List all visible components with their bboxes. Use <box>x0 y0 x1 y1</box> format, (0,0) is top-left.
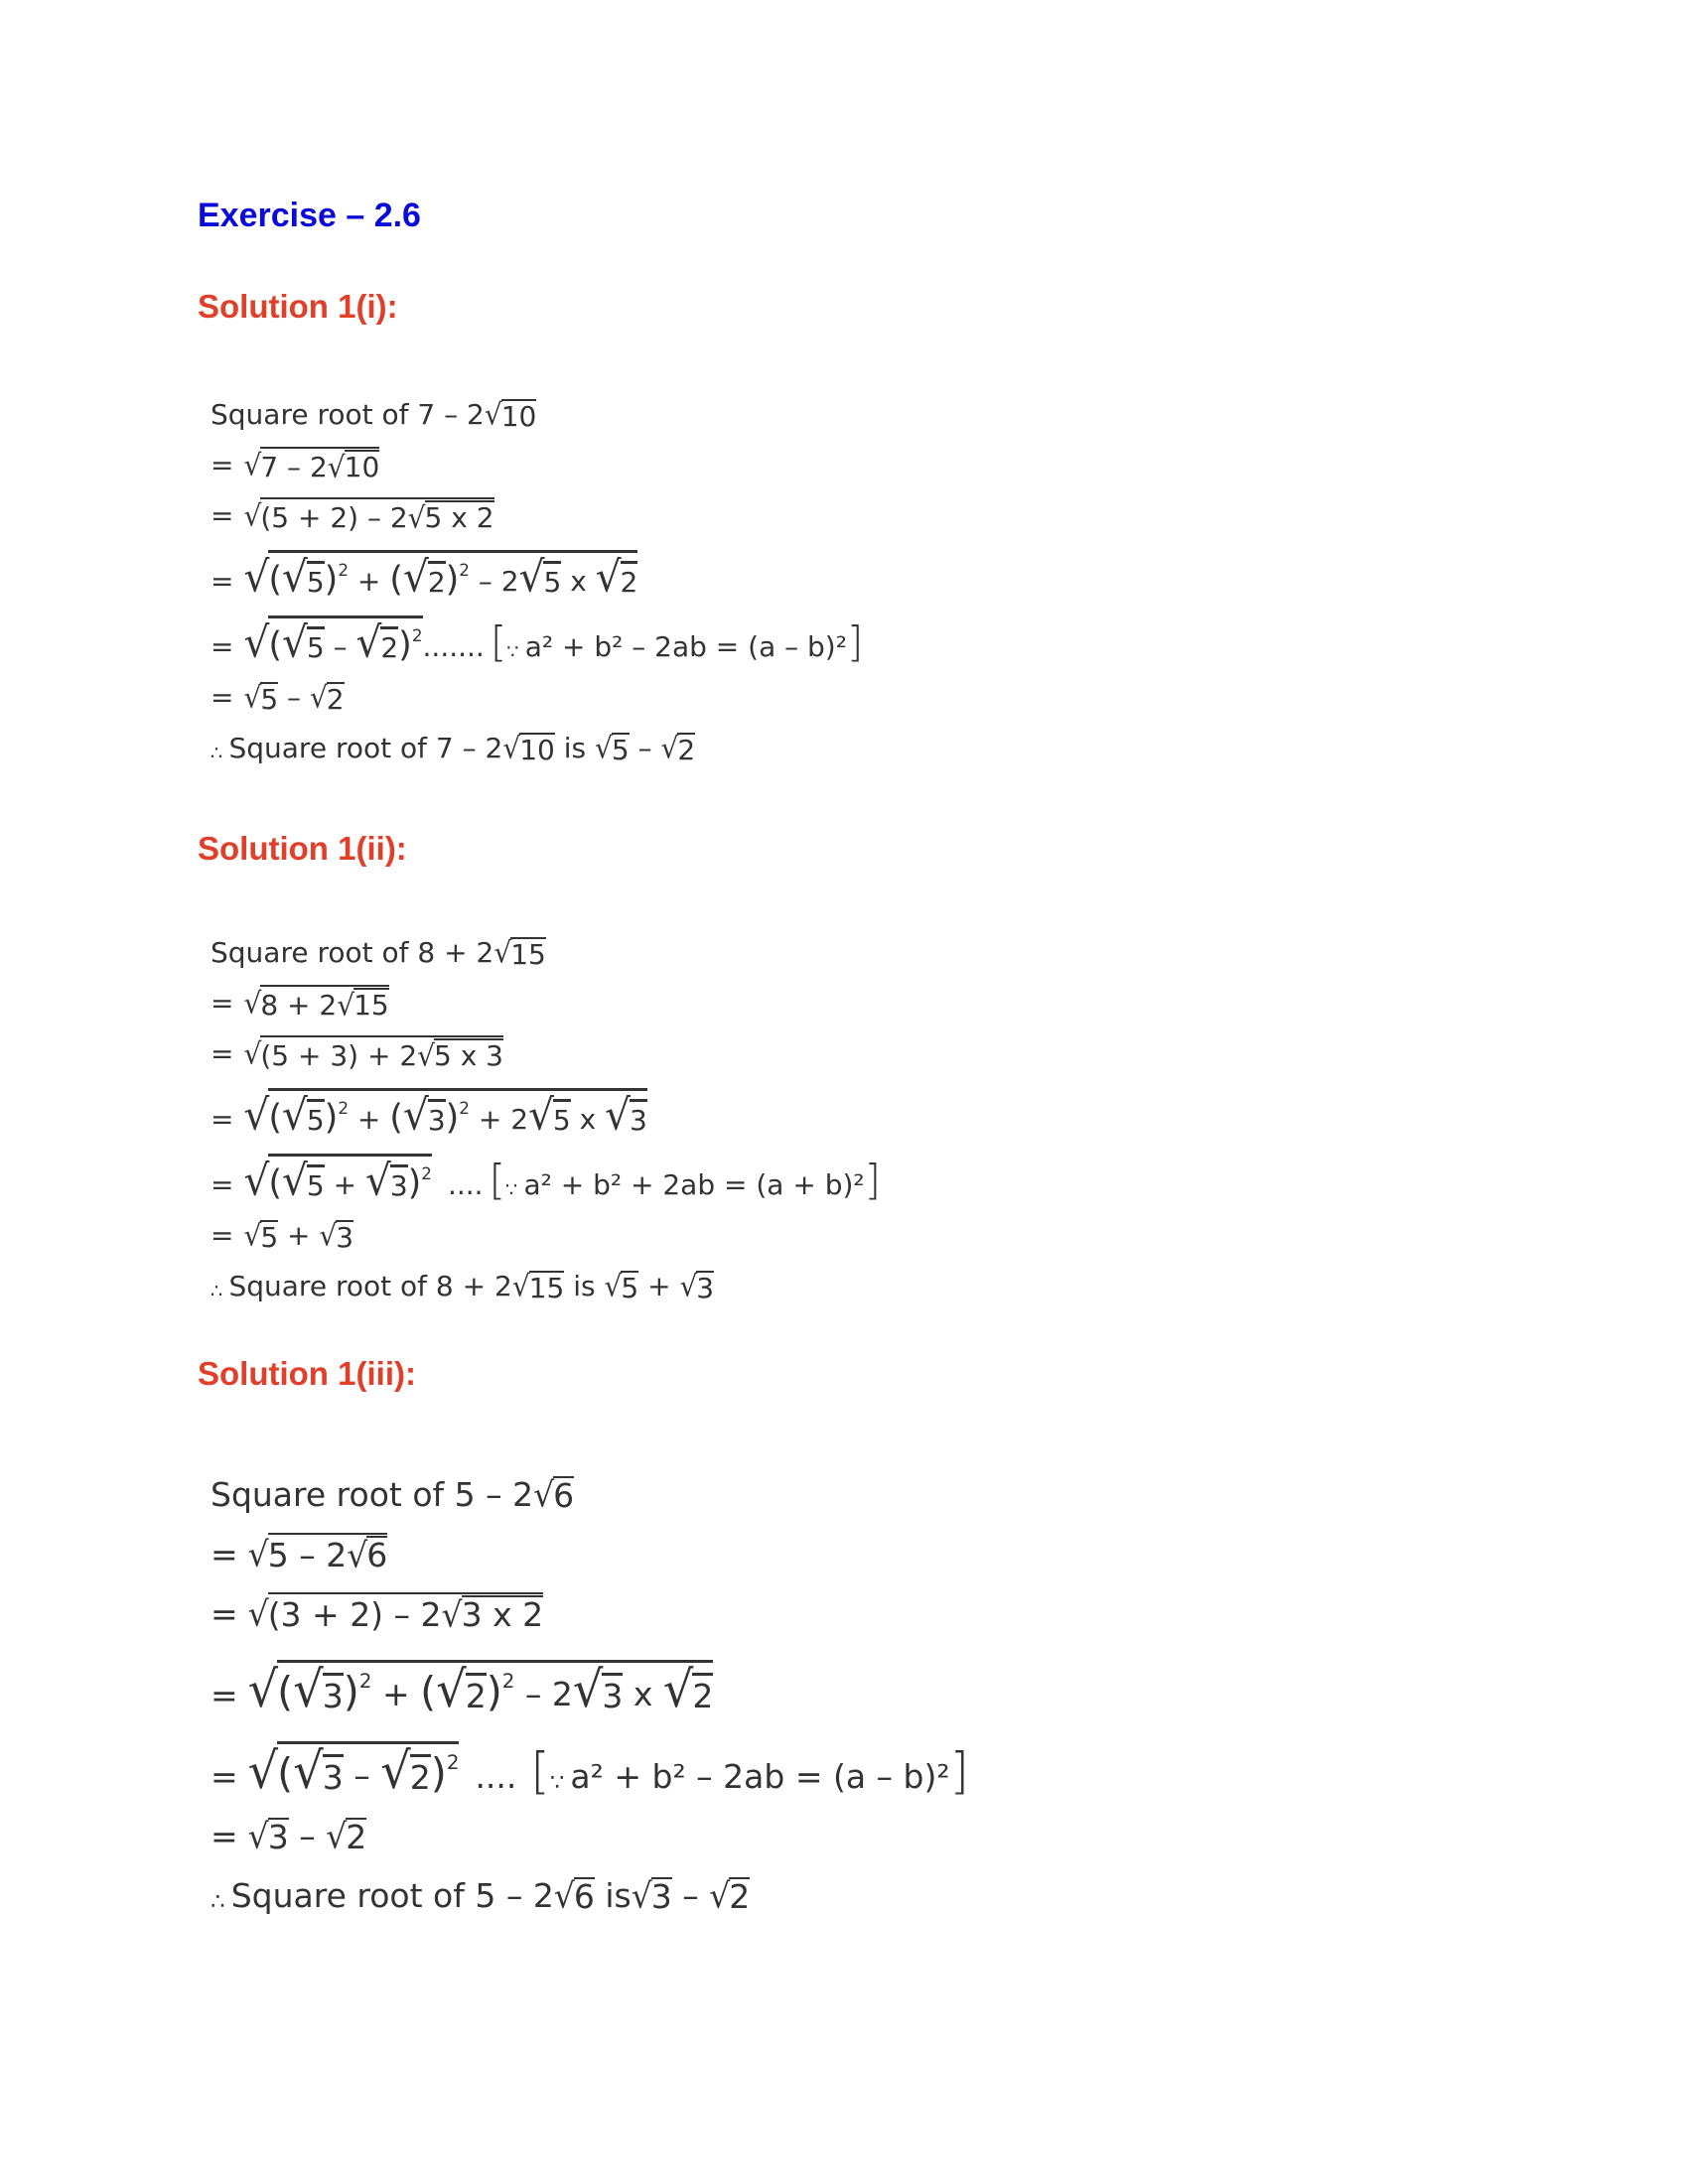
math-line: = √ ( √ 5 )$^2$ + ( √ 2 )$^2$ – 2 √ 5 x √ 2 <box>211 551 638 603</box>
math-line: Square root of 8 + 2 √ 15 <box>211 935 546 971</box>
math-conclusion: ∴ Square root of 8 + 2 √ 15 is √ 5 + √ 3 <box>211 1269 715 1304</box>
radical: √ ( √ 5 – √ 2 )$^2$ <box>243 616 423 668</box>
math-line: = √ ( √ 5 )$^2$ + ( √ 3 )$^2$ + 2 √ 5 x √ 3 <box>211 1089 647 1141</box>
math-line: = √ ( √ 5 – √ 2 )$^2$ ....... [ ∵ a² + b² – 2ab = (a – b)² ] <box>211 616 864 668</box>
math-conclusion: ∴ Square root of 7 – 2 √ 10 is √ 5 – √ 2 <box>211 731 696 766</box>
math-line: = √ ( √ 5 + √ 3 )$^2$ .... [ ∵ a² + b² + 2ab = (a + b)² ] <box>211 1155 882 1206</box>
solution-heading-1-i: Solution 1(i): <box>198 288 398 325</box>
math-line: = √ 5 – 2 √ 6 <box>211 1534 388 1576</box>
math-line: = √ (5 + 2) – 2 √ 5 x 2 <box>211 498 494 535</box>
exercise-title: Exercise – 2.6 <box>198 197 421 234</box>
math-line: = √ 5 + √ 3 <box>211 1218 354 1254</box>
radical: √ ( √ 5 )$^2$ + ( √ 2 )$^2$ – 2 √ 5 x √ 2 <box>243 551 638 603</box>
solution-1-i-working <box>211 380 863 764</box>
math-line: = √ 8 + 2 √ 15 <box>211 986 389 1023</box>
radical: √ 7 – 2 √ 10 <box>243 448 380 484</box>
math-line: = √ 7 – 2 √ 10 <box>211 448 380 484</box>
math-line: = √ (5 + 3) + 2 √ 5 x 3 <box>211 1036 503 1073</box>
radical: √ (5 + 2) – 2 √ 5 x 2 <box>243 498 494 535</box>
math-conclusion: ∴ Square root of 5 – 2 √ 6 is √ 3 – √ 2 <box>211 1875 751 1917</box>
solution-1-ii-working <box>211 918 881 1302</box>
solution-heading-1-ii: Solution 1(ii): <box>198 830 407 867</box>
solution-heading-1-iii: Solution 1(iii): <box>198 1355 416 1392</box>
math-line: = √ 3 – √ 2 <box>211 1816 367 1857</box>
math-line: = √ (3 + 2) – 2 √ 3 x 2 <box>211 1593 544 1636</box>
identity-note: [ ∵ a² + b² – 2ab = (a – b)² ] <box>490 617 864 666</box>
solution-1-iii-working <box>211 1454 969 1915</box>
identity-note: [ ∵ a² + b² + 2ab = (a + b)² ] <box>489 1156 882 1204</box>
math-line: Square root of 5 – 2 √ 6 <box>211 1474 575 1516</box>
radical: √ 10 <box>484 397 537 433</box>
math-line: = √ ( √ 3 )$^2$ + ( √ 2 )$^2$ – 2 √ 3 x √ 2 <box>211 1661 714 1719</box>
math-line: = √ 5 – √ 2 <box>211 680 345 716</box>
identity-note: [ ∵ a² + b² – 2ab = (a – b)² ] <box>530 1741 969 1800</box>
math-line: = √ ( √ 3 – √ 2 )$^2$ .... [ ∵ a² + b² – 2ab = (a – b)² ] <box>211 1741 969 1801</box>
math-line: Square root of 7 – 2 √ 10 <box>211 397 537 433</box>
